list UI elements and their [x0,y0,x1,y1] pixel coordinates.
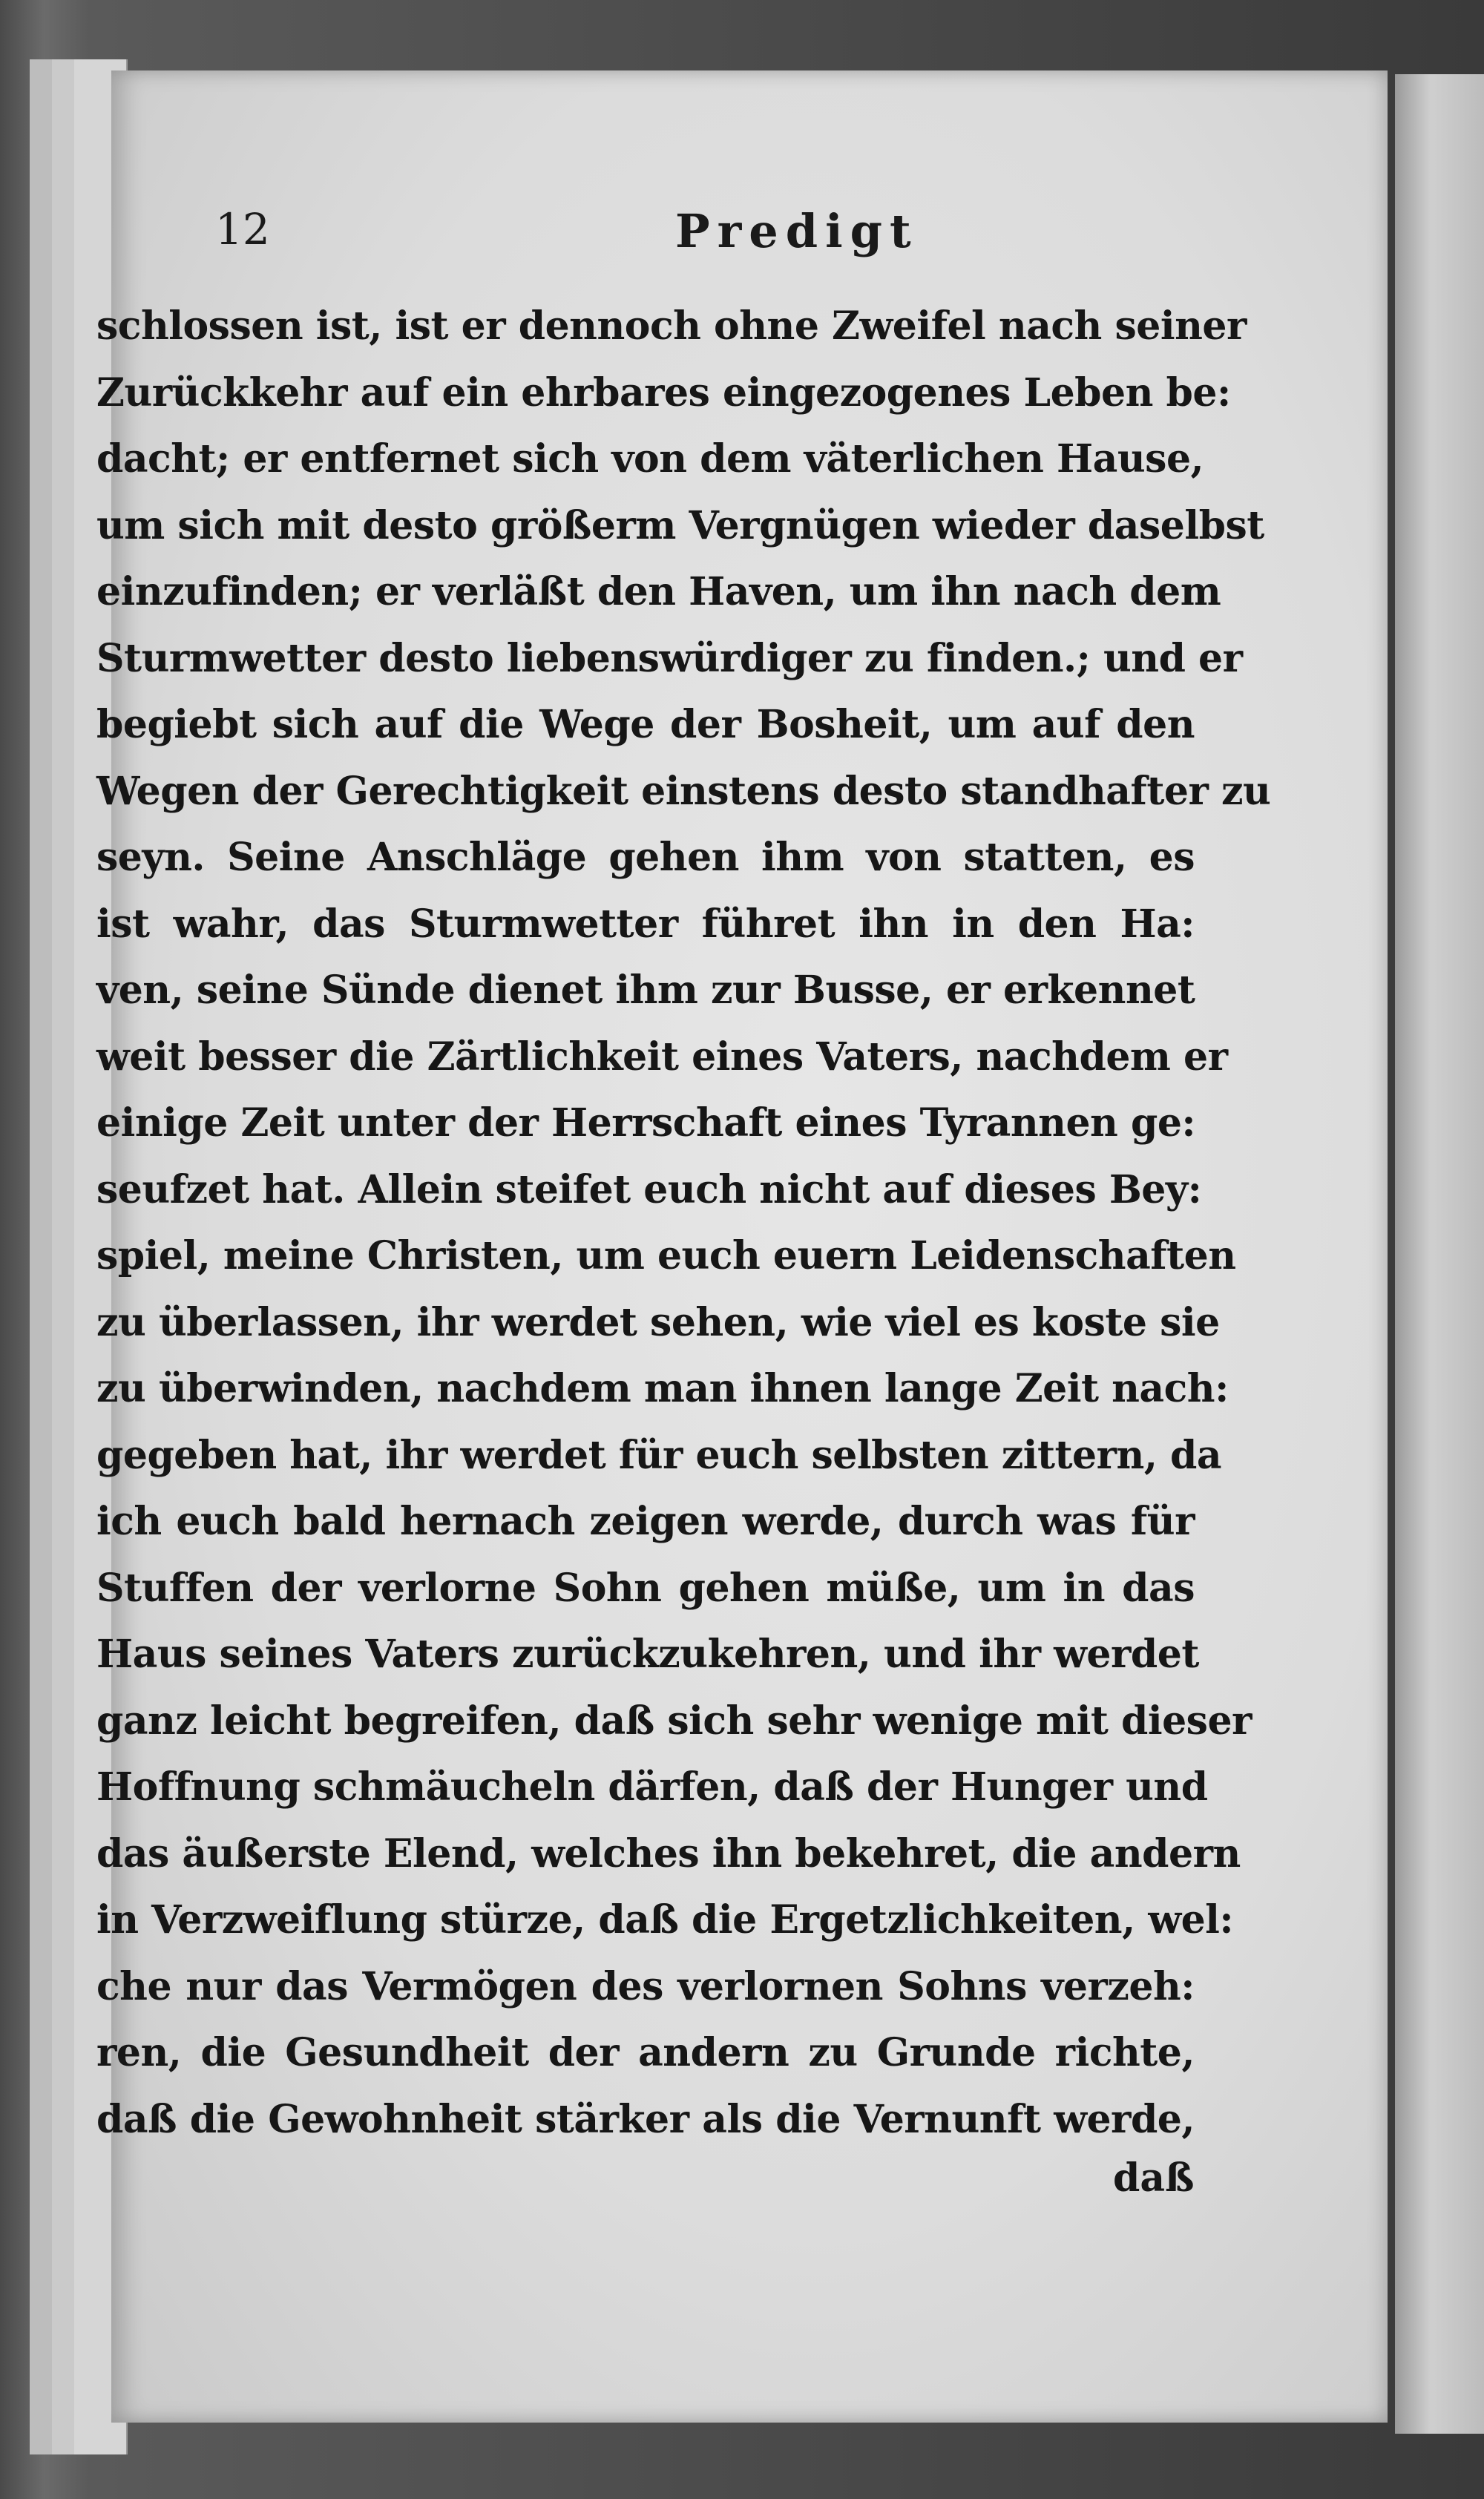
text-line: in Verzweiflung stürze, daß die Ergetzlichkeiten, wel: [96,1897,1234,1943]
text-line: ven, seine Sünde dienet ihm zur Busse, er erkennet [96,968,1195,1013]
text-line: Sturmwetter desto liebenswürdiger zu finden.; und er [96,635,1243,681]
text-line: gegeben hat, ihr werdet für euch selbsten zittern, da [96,1432,1222,1478]
text-line: zu überlassen, ihr werdet sehen, wie viel es koste sie [96,1299,1220,1345]
page-header [215,204,1313,278]
text-line: Hoffnung schmäucheln därfen, daß der Hunger und [96,1764,1208,1810]
catchword: daß [1113,2155,1195,2201]
text-line: Wegen der Gerechtigkeit einstens desto standhafter zu [96,768,1271,814]
text-line: Stuffen der verlorne Sohn gehen müße, um in das [96,1565,1195,1611]
text-line: che nur das Vermögen des verlornen Sohns verzeh: [96,1963,1195,2009]
text-line: ist wahr, das Sturmwetter führet ihn in den Ha: [96,901,1195,947]
text-line: ren, die Gesundheit der andern zu Grunde richte, [96,2030,1195,2075]
text-line: zu überwinden, nachdem man ihnen lange Zeit nach: [96,1366,1229,1411]
text-line: seyn. Seine Anschläge gehen ihm von statten, es [96,835,1195,880]
text-line: schlossen ist, ist er dennoch ohne Zweifel nach seiner [96,303,1247,349]
text-line: spiel, meine Christen, um euch euern Leidenschaften [96,1233,1236,1278]
text-line: Haus seines Vaters zurückzukehren, und ihr werdet [96,1632,1199,1677]
text-line: seufzet hat. Allein steifet euch nicht auf dieses Bey: [96,1166,1202,1212]
facing-page-edge [1395,74,1484,2434]
text-line: begiebt sich auf die Wege der Bosheit, um auf den [96,702,1195,747]
text-line: ich euch bald hernach zeigen werde, durch was für [96,1499,1195,1544]
text-line: um sich mit desto größerm Vergnügen wieder daselbst [96,502,1264,548]
text-line: einige Zeit unter der Herrschaft eines Tyrannen ge: [96,1100,1196,1146]
page-number: 12 [215,204,270,255]
text-line: daß die Gewohnheit stärker als die Vernunft werde, [96,2096,1195,2142]
body-text [96,293,1271,2152]
text-line: einzufinden; er verläßt den Haven, um ihn nach dem [96,569,1221,614]
text-line: weit besser die Zärtlichkeit eines Vaters, nachdem er [96,1034,1228,1080]
text-line: Zurückkehr auf ein ehrbares eingezogenes Leben be: [96,370,1231,416]
text-line: dacht; er entfernet sich von dem väterlichen Hause, [96,436,1204,482]
text-line: das äußerste Elend, welches ihn bekehret, die andern [96,1830,1241,1876]
running-head: Predigt [675,204,919,258]
text-line: ganz leicht begreifen, daß sich sehr wenige mit dieser [96,1698,1252,1744]
